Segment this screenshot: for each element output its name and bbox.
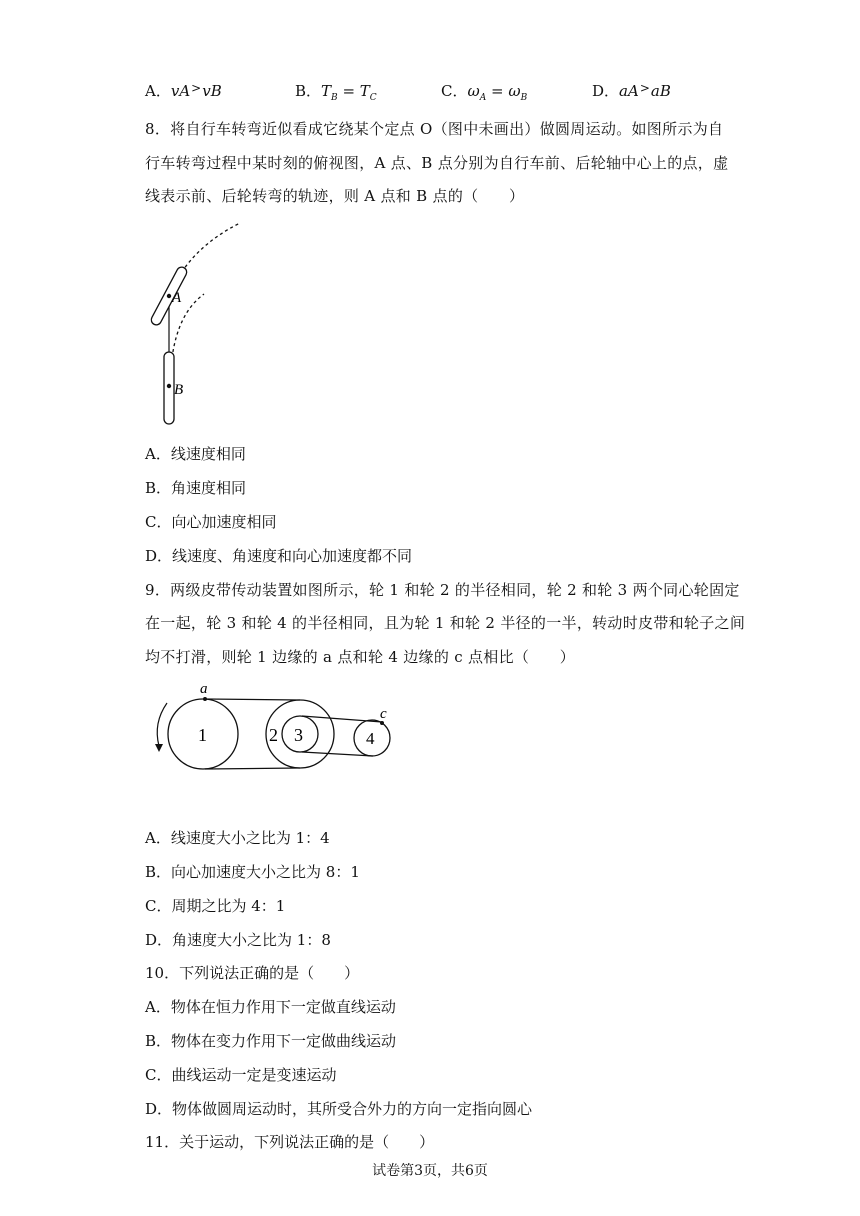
q10-option-c[interactable]: C．曲线运动一定是变速运动 — [145, 1066, 337, 1084]
q8-stem-line-1: 8．将自行车转弯近似看成它绕某个定点 O（图中未画出）做圆周运动。如图所示为自 — [145, 120, 724, 138]
q7-options — [145, 80, 705, 102]
point-a-label: A — [172, 290, 182, 306]
bicycle-turn-figure — [140, 218, 250, 428]
q7-option-b[interactable]: B．$T_B = T_C$ — [295, 82, 377, 103]
wheel-2-label: 2 — [269, 725, 278, 745]
q8-option-b[interactable]: B．角速度相同 — [145, 479, 247, 497]
q8-option-a[interactable]: A．线速度相同 — [145, 445, 246, 463]
q7-option-a[interactable]: A．vA>vB — [145, 81, 222, 100]
wheel-1-label: 1 — [198, 725, 207, 745]
point-b-label: B — [174, 382, 184, 398]
point-c-label: c — [380, 706, 387, 722]
q10-option-a[interactable]: A．物体在恒力作用下一定做直线运动 — [145, 998, 396, 1016]
q9-option-b[interactable]: B．向心加速度大小之比为 8：1 — [145, 863, 360, 881]
q7-option-c[interactable]: C．$\omega_A = \omega_B$ — [441, 82, 528, 103]
q9-stem-line-3: 均不打滑，则轮 1 边缘的 a 点和轮 4 边缘的 c 点相比（ ） — [145, 648, 576, 666]
q11-stem: 11．关于运动，下列说法正确的是（ ） — [145, 1133, 435, 1151]
q9-stem-line-2: 在一起，轮 3 和轮 4 的半径相同，且为轮 1 和轮 2 半径的一半，转动时皮带和轮子之间 — [145, 614, 746, 632]
q8-stem-line-2: 行车转弯过程中某时刻的俯视图，A 点、B 点分别为自行车前、后轮轴中心上的点，虚 — [145, 154, 729, 172]
q9-option-d[interactable]: D．角速度大小之比为 1：8 — [145, 931, 331, 949]
q9-stem-line-1: 9．两级皮带传动装置如图所示，轮 1 和轮 2 的半径相同，轮 2 和轮 3 两个同心轮固定 — [145, 581, 740, 599]
q10-option-d[interactable]: D．物体做圆周运动时，其所受合外力的方向一定指向圆心 — [145, 1100, 533, 1118]
wheel-3-label: 3 — [294, 725, 303, 745]
q9-option-a[interactable]: A．线速度大小之比为 1：4 — [145, 829, 330, 847]
q7-option-d[interactable]: D．aA>aB — [592, 81, 671, 100]
point-a-label: a — [200, 681, 208, 697]
q9-option-c[interactable]: C．周期之比为 4：1 — [145, 897, 286, 915]
belt-drive-figure — [145, 678, 405, 788]
q8-option-d[interactable]: D．线速度、角速度和向心加速度都不同 — [145, 547, 413, 565]
q10-stem: 10．下列说法正确的是（ ） — [145, 964, 360, 982]
page-footer: 试卷第3页，共6页 — [372, 1163, 488, 1179]
q10-option-b[interactable]: B．物体在变力作用下一定做曲线运动 — [145, 1032, 397, 1050]
q8-option-c[interactable]: C．向心加速度相同 — [145, 513, 277, 531]
wheel-4-label: 4 — [366, 729, 375, 748]
q8-stem-line-3: 线表示前、后轮转弯的轨迹，则 A 点和 B 点的（ ） — [145, 187, 525, 205]
